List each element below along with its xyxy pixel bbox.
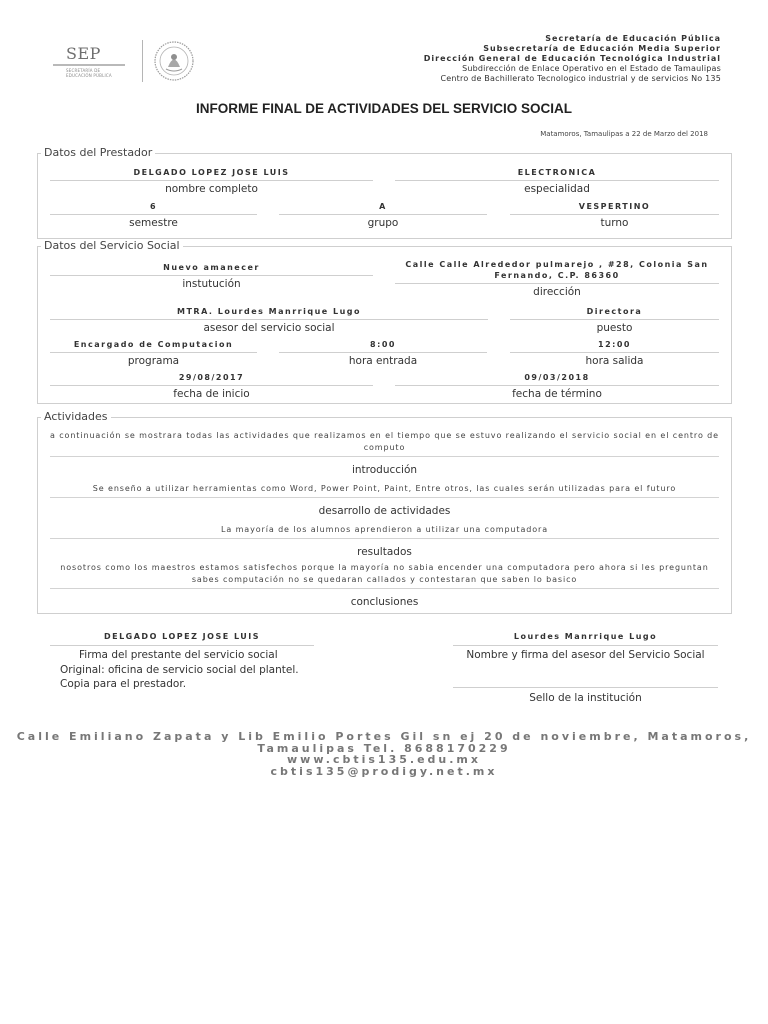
underline <box>50 385 373 386</box>
field-asesor <box>50 306 488 335</box>
underline <box>50 352 257 353</box>
sep-logo-text: SEP <box>66 44 101 63</box>
underline <box>510 319 719 320</box>
fecha-inicio-value: 29/08/2017 <box>178 373 245 382</box>
firma-prestante <box>50 631 314 692</box>
header-line: Secretaría de Educación Pública <box>545 34 721 43</box>
direccion-value: Calle Calle Alrededor pulmarejo , #28, Colonia San Fernando, C.P. 86360 <box>405 260 709 280</box>
introduccion-text: a continuación se mostrara todas las actividades que realizamos en el tiempo que se estuvo realizando el servicio social en el centro de computo <box>50 431 719 452</box>
resultados-label: resultados <box>357 546 412 558</box>
semestre-value: 6 <box>149 202 158 211</box>
sello-notes <box>453 691 718 706</box>
fecha-termino-value: 09/03/2018 <box>524 373 590 382</box>
header-line: Dirección General de Educación Tecnológica Industrial <box>423 54 721 63</box>
institucion-value: Nuevo amanecer <box>163 263 260 272</box>
programa-value: Encargado de Computacion <box>73 340 234 349</box>
section-legend: Actividades <box>41 410 111 424</box>
underline <box>50 538 719 539</box>
national-seal-icon <box>153 40 195 82</box>
sello-caption: Sello de la institución <box>529 692 642 704</box>
asesor-name: Lourdes Manrrique Lugo <box>513 632 658 641</box>
block-introduccion <box>38 430 731 477</box>
logo-divider <box>142 40 143 82</box>
field-grupo <box>279 201 487 230</box>
header-line: Subdirección de Enlace Operativo en el Estado de Tamaulipas <box>462 64 721 73</box>
conclusiones-label: conclusiones <box>350 596 419 608</box>
puesto-value: Directora <box>586 307 643 316</box>
footer-contact <box>0 731 768 777</box>
field-direccion <box>395 259 719 299</box>
footer-website: www.cbtis135.edu.mx <box>287 753 481 766</box>
prestador-section <box>37 146 732 239</box>
servicio-section <box>37 239 732 404</box>
field-especialidad <box>395 167 719 196</box>
underline <box>50 275 373 276</box>
prestante-caption: Firma del prestante del servicio social <box>79 649 278 661</box>
header-line: Centro de Bachillerato Tecnologico industrial y de servicios No 135 <box>440 74 721 83</box>
fecha-termino-label: fecha de término <box>512 388 602 400</box>
prestante-note-copia: Copia para el prestador. <box>60 678 187 690</box>
grupo-value: A <box>379 202 387 211</box>
sello-institucion <box>453 687 718 706</box>
hora-salida-value: 12:00 <box>598 340 631 349</box>
institucion-label: instutución <box>182 278 241 290</box>
nombre-value: DELGADO LOPEZ JOSE LUIS <box>133 168 290 177</box>
document-title: INFORME FINAL DE ACTIVIDADES DEL SERVICIO SOCIAL <box>195 101 573 116</box>
field-turno <box>510 201 719 230</box>
footer-phone: Tamaulipas Tel. 8688170229 <box>257 741 511 755</box>
sep-logo-subtext: SECRETARÍA DE EDUCACIÓN PÚBLICA <box>66 68 112 78</box>
desarrollo-text: Se enseño a utilizar herramientas como Word, Power Point, Paint, Entre otros, las cuales serán utilizadas para el futuro <box>92 484 677 493</box>
field-puesto <box>510 306 719 335</box>
desarrollo-label: desarrollo de actividades <box>318 505 451 517</box>
direccion-label: dirección <box>533 286 581 298</box>
signature-line <box>453 645 718 646</box>
conclusiones-text: nosotros como los maestros estamos satisfechos porque la mayoría no sabia encender una computadora pero ahora si les preguntan sabes computación no se quedaran callados y contestaran que saben lo basico <box>60 563 709 584</box>
underline <box>279 214 487 215</box>
fecha-inicio-label: fecha de inicio <box>173 388 250 400</box>
field-hora-salida <box>510 339 719 368</box>
underline <box>50 214 257 215</box>
section-legend: Datos del Servicio Social <box>41 239 183 253</box>
underline <box>50 319 488 320</box>
stamp-line <box>453 687 718 688</box>
field-programa <box>50 339 257 368</box>
header-line: Subsecretaría de Educación Media Superior <box>483 44 721 53</box>
underline <box>279 352 487 353</box>
block-conclusiones <box>38 562 731 609</box>
actividades-section <box>37 410 732 614</box>
field-semestre <box>50 201 257 230</box>
hora-salida-label: hora salida <box>585 355 644 367</box>
block-resultados <box>38 524 731 559</box>
field-institucion <box>50 262 373 291</box>
field-nombre <box>50 167 373 196</box>
underline <box>50 180 373 181</box>
field-hora-entrada <box>279 339 487 368</box>
programa-label: programa <box>127 355 180 367</box>
especialidad-value: ELECTRONICA <box>517 168 597 177</box>
footer-email: cbtis135@prodigy.net.mx <box>270 764 498 778</box>
turno-label: turno <box>600 217 629 229</box>
underline <box>395 283 719 284</box>
underline <box>510 214 719 215</box>
underline <box>50 497 719 498</box>
footer-address: Calle Emiliano Zapata y Lib Emilio Portes Gil sn ej 20 de noviembre, Matamoros, <box>16 730 752 743</box>
section-legend: Datos del Prestador <box>41 146 155 160</box>
prestante-name: DELGADO LOPEZ JOSE LUIS <box>103 632 261 641</box>
asesor-label: asesor del servicio social <box>203 322 335 334</box>
institution-header <box>424 34 721 84</box>
prestante-notes <box>50 648 314 692</box>
underline <box>50 456 719 457</box>
block-desarrollo <box>38 483 731 518</box>
resultados-text: La mayoría de los alumnos aprendieron a utilizar una computadora <box>220 525 549 534</box>
nombre-label: nombre completo <box>165 183 258 195</box>
underline <box>395 180 719 181</box>
underline <box>395 385 719 386</box>
asesor-notes <box>453 648 718 663</box>
sep-logo <box>50 40 198 84</box>
puesto-label: puesto <box>596 322 633 334</box>
introduccion-label: introducción <box>351 464 418 476</box>
field-fecha-termino <box>395 372 719 401</box>
hora-entrada-value: 8:00 <box>370 340 396 349</box>
field-fecha-inicio <box>50 372 373 401</box>
semestre-label: semestre <box>129 217 178 229</box>
sep-logo-rule <box>53 64 125 66</box>
firma-asesor <box>453 631 718 663</box>
underline <box>50 588 719 589</box>
underline <box>510 352 719 353</box>
place-date: Matamoros, Tamaulipas a 22 de Marzo del 2018 <box>540 130 708 138</box>
turno-value: VESPERTINO <box>578 202 651 211</box>
hora-entrada-label: hora entrada <box>348 355 418 367</box>
signature-line <box>50 645 314 646</box>
asesor-value: MTRA. Lourdes Manrrique Lugo <box>176 307 361 316</box>
asesor-caption: Nombre y firma del asesor del Servicio Social <box>466 649 705 661</box>
prestante-note-original: Original: oficina de servicio social del plantel. <box>60 663 299 676</box>
grupo-label: grupo <box>367 217 399 229</box>
especialidad-label: especialidad <box>524 183 590 195</box>
